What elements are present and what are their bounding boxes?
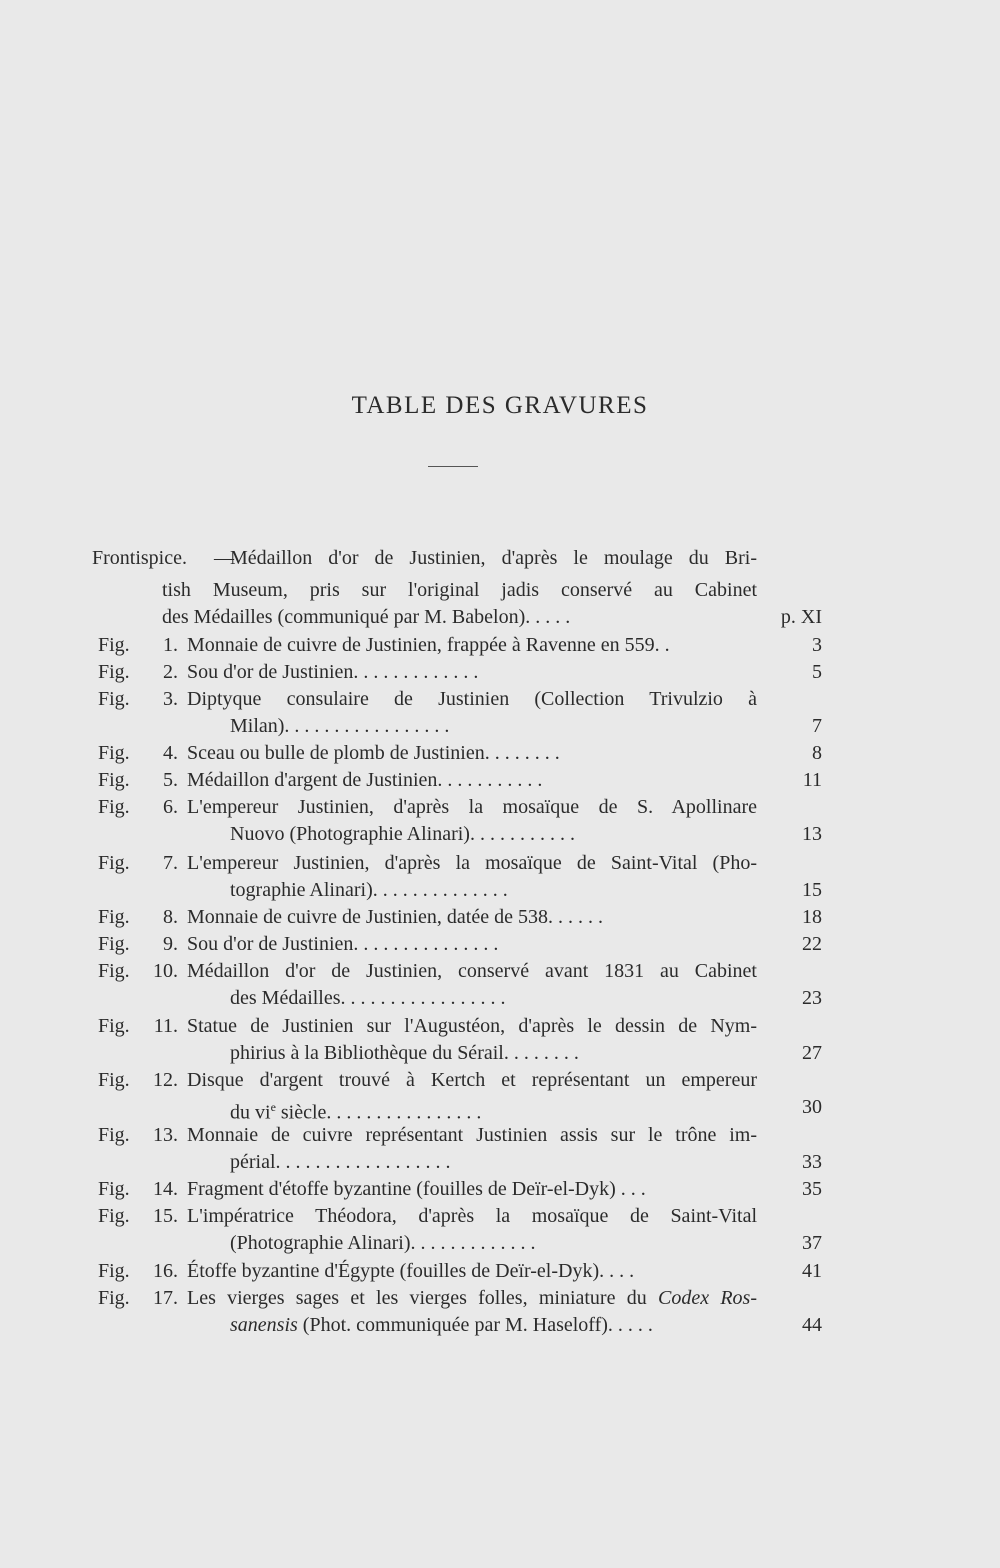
figure-caption-line: Monnaie de cuivre de Justinien, frappée à Ravenne en 559. . <box>187 634 670 656</box>
page-title: TABLE DES GRAVURES <box>351 392 649 419</box>
figure-caption-line: L'empereur Justinien, d'après la mosaïque de Saint-Vital (Pho- <box>187 852 757 874</box>
figure-caption-line: Monnaie de cuivre de Justinien, datée de 538. . . . . . <box>187 906 603 928</box>
figure-page: 8 <box>812 742 822 764</box>
figure-label: Fig. <box>98 933 130 955</box>
figure-caption-line: Médaillon d'or de Justinien, conservé avant 1831 au Cabinet <box>187 960 757 982</box>
figure-caption-line: tographie Alinari). . . . . . . . . . . . . . <box>230 879 508 901</box>
figure-caption-line: des Médailles. . . . . . . . . . . . . . . . . <box>230 987 506 1009</box>
figure-number: 13. <box>153 1124 178 1146</box>
figure-caption-line: phirius à la Bibliothèque du Sérail. . . . . . . . <box>230 1042 579 1064</box>
figure-page: 33 <box>802 1151 822 1173</box>
figure-number: 7. <box>163 852 178 874</box>
frontispiece-label: Frontispice. <box>92 547 187 569</box>
figure-caption-line: Sceau ou bulle de plomb de Justinien. . . . . . . . <box>187 742 560 764</box>
figure-label: Fig. <box>98 906 130 928</box>
figure-number: 9. <box>163 933 178 955</box>
title-rule <box>428 466 478 467</box>
figure-label: Fig. <box>98 688 130 710</box>
figure-label: Fig. <box>98 960 130 982</box>
figure-number: 15. <box>153 1205 178 1227</box>
figure-page: 13 <box>802 823 822 845</box>
figure-caption-line: du $vi^e$ siècle. . . . . . . . . . . . . . . . <box>230 1100 482 1124</box>
frontispiece-line-1: Médaillon d'or de Justinien, d'après le moulage du Bri- <box>230 547 757 569</box>
figure-page: 30 <box>802 1096 822 1118</box>
figure-number: 11. <box>153 1015 178 1037</box>
figure-page: 41 <box>802 1260 822 1282</box>
figure-number: 5. <box>163 769 178 791</box>
figure-label: Fig. <box>98 634 130 656</box>
figure-caption-line: sanensis (Phot. communiquée par M. Haseloff). . . . . <box>230 1314 653 1336</box>
figure-page: 35 <box>802 1178 822 1200</box>
figure-number: 10. <box>153 960 178 982</box>
figure-page: 11 <box>802 769 822 791</box>
figure-label: Fig. <box>98 1124 130 1146</box>
figure-label: Fig. <box>98 769 130 791</box>
frontispiece-dash: — <box>214 547 234 569</box>
frontispiece-line-3: des Médailles (communiqué par M. Babelon). . . . . <box>162 606 571 628</box>
figure-page: 18 <box>802 906 822 928</box>
figure-caption-line: Médaillon d'argent de Justinien. . . . . . . . . . . <box>187 769 543 791</box>
figure-number: 12. <box>153 1069 178 1091</box>
figure-caption-line: Statue de Justinien sur l'Augustéon, d'après le dessin de Nym- <box>187 1015 757 1037</box>
frontispiece-line-2: tish Museum, pris sur l'original jadis conservé au Cabinet <box>162 579 757 601</box>
figure-page: 7 <box>812 715 822 737</box>
figure-number: 1. <box>163 634 178 656</box>
figure-label: Fig. <box>98 1015 130 1037</box>
figure-page: 5 <box>812 661 822 683</box>
figure-page: 27 <box>802 1042 822 1064</box>
figure-caption-line: Monnaie de cuivre représentant Justinien assis sur le trône im- <box>187 1124 757 1146</box>
figure-label: Fig. <box>98 1260 130 1282</box>
figure-label: Fig. <box>98 796 130 818</box>
figure-caption-line: L'empereur Justinien, d'après la mosaïque de S. Apollinare <box>187 796 757 818</box>
figure-page: 15 <box>802 879 822 901</box>
figure-number: 3. <box>163 688 178 710</box>
figure-caption-line: Sou d'or de Justinien. . . . . . . . . . . . . <box>187 661 479 683</box>
frontispiece-page: p. XI <box>780 606 822 628</box>
figure-caption-line: Étoffe byzantine d'Égypte (fouilles de Deïr-el-Dyk). . . . <box>187 1260 635 1282</box>
figure-page: 22 <box>802 933 822 955</box>
figure-number: 14. <box>153 1178 178 1200</box>
figure-label: Fig. <box>98 1069 130 1091</box>
figure-caption-line: L'impératrice Théodora, d'après la mosaïque de Saint-Vital <box>187 1205 757 1227</box>
figure-page: 44 <box>802 1314 822 1336</box>
figure-caption-line: Disque d'argent trouvé à Kertch et représentant un empereur <box>187 1069 757 1091</box>
figure-label: Fig. <box>98 1205 130 1227</box>
figure-caption-line: Sou d'or de Justinien. . . . . . . . . . . . . . . <box>187 933 499 955</box>
figure-caption-line: Fragment d'étoffe byzantine (fouilles de Deïr-el-Dyk) . . . <box>187 1178 646 1200</box>
figure-caption-line: Les vierges sages et les vierges folles, miniature du Codex Ros- <box>187 1287 757 1309</box>
figure-number: 17. <box>153 1287 178 1309</box>
figure-label: Fig. <box>98 852 130 874</box>
figure-label: Fig. <box>98 661 130 683</box>
figure-number: 8. <box>163 906 178 928</box>
figure-caption-line: périal. . . . . . . . . . . . . . . . . . <box>230 1151 451 1173</box>
figure-caption-line: Nuovo (Photographie Alinari). . . . . . . . . . . <box>230 823 575 845</box>
figure-number: 6. <box>163 796 178 818</box>
figure-caption-line: Milan). . . . . . . . . . . . . . . . . <box>230 715 450 737</box>
figure-number: 16. <box>153 1260 178 1282</box>
figure-label: Fig. <box>98 1287 130 1309</box>
figure-label: Fig. <box>98 742 130 764</box>
figure-page: 3 <box>812 634 822 656</box>
figure-page: 37 <box>802 1232 822 1254</box>
figure-page: 23 <box>802 987 822 1009</box>
figure-caption-line: (Photographie Alinari). . . . . . . . . . . . . <box>230 1232 536 1254</box>
figure-number: 2. <box>163 661 178 683</box>
figure-caption-line: Diptyque consulaire de Justinien (Collection Trivulzio à <box>187 688 757 710</box>
figure-number: 4. <box>163 742 178 764</box>
figure-label: Fig. <box>98 1178 130 1200</box>
